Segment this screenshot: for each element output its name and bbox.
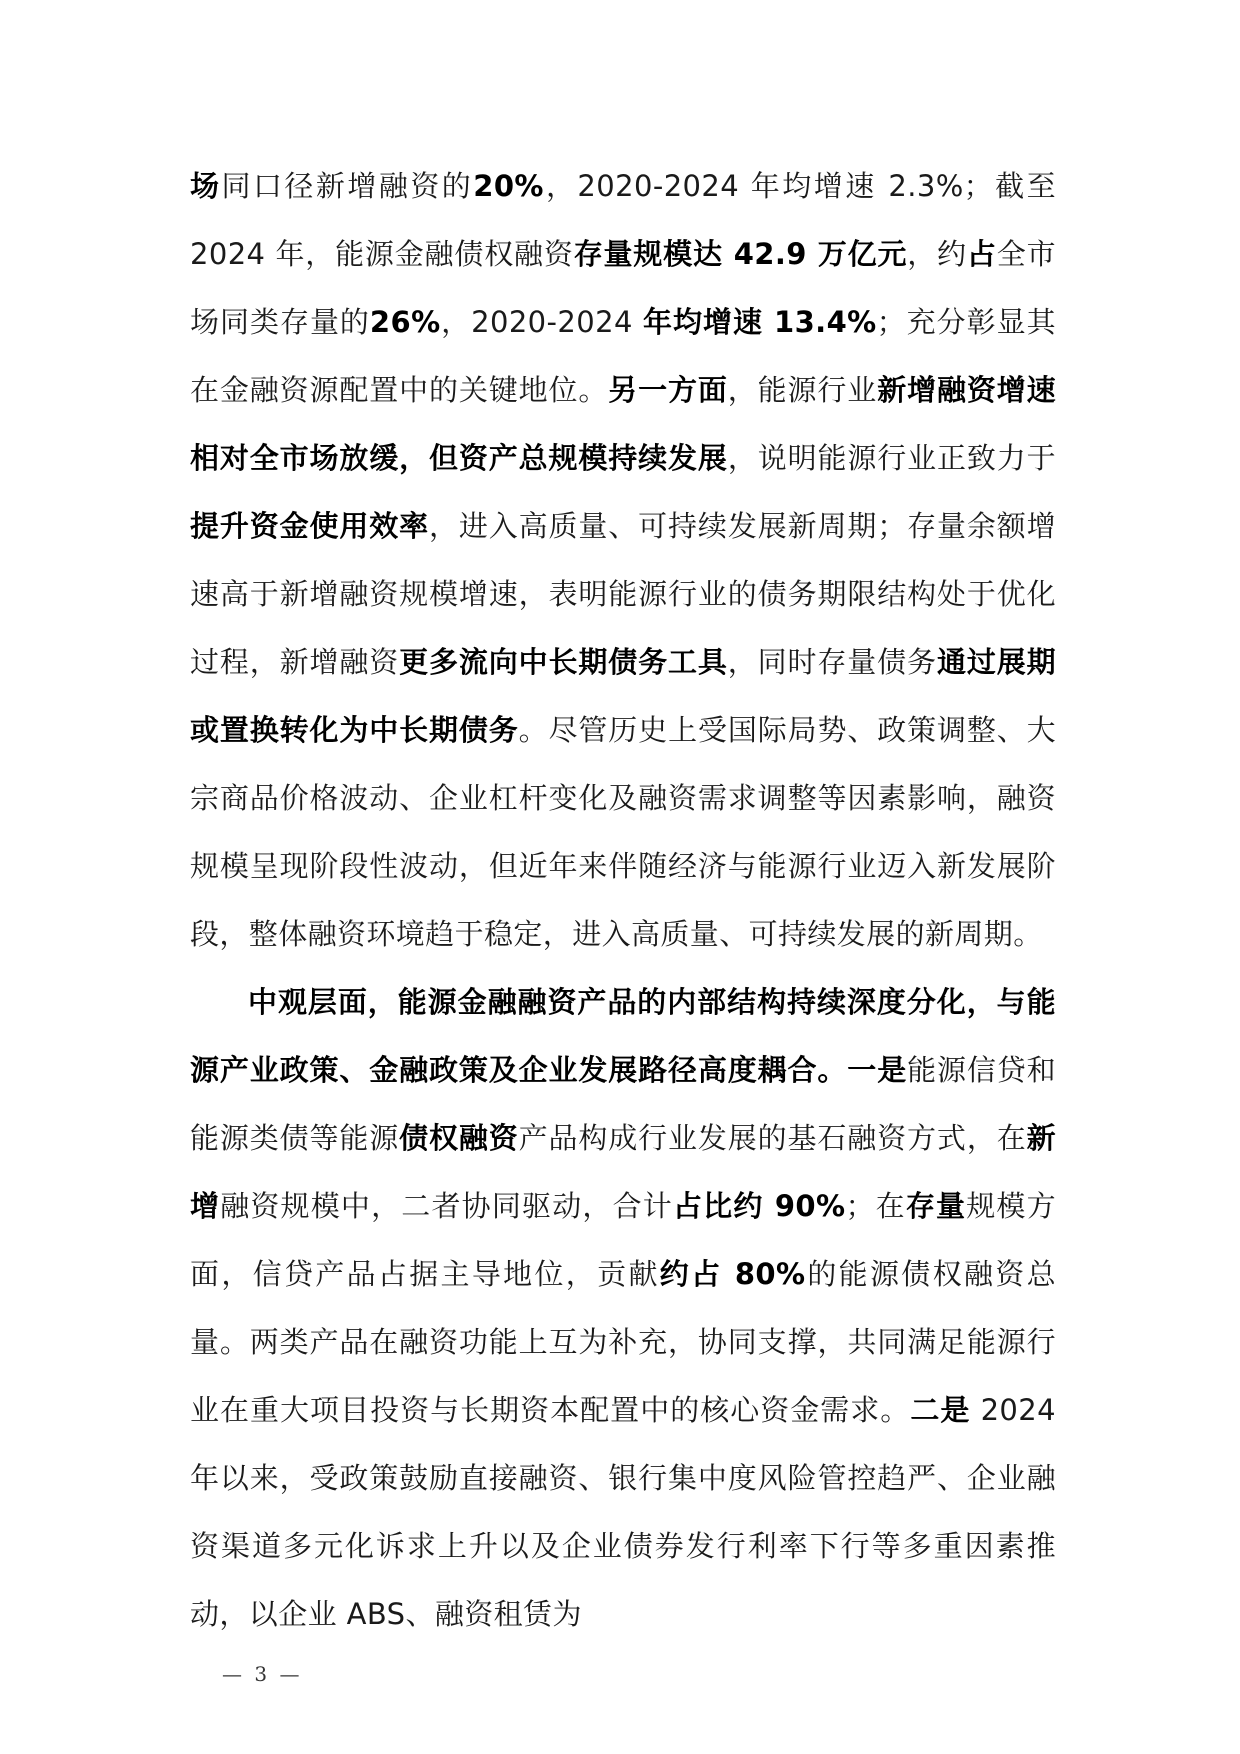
bold-text-segment: 占比约 90% (672, 1189, 846, 1223)
text-segment: ，同时存量债务 (727, 645, 937, 679)
text-segment: ；在 (845, 1189, 906, 1223)
text-segment: ，能源行业 (727, 373, 878, 407)
text-segment: 融资规模中，二者协同驱动，合计 (220, 1189, 673, 1223)
text-segment: ，2020-2024 (440, 305, 643, 339)
bold-text-segment: 债权融资 (399, 1121, 519, 1155)
text-segment: ，说明能源行业正致力于 (727, 441, 1056, 475)
bold-text-segment: 新增融资增速相对全市场放缓，但资产总规模持续发展 (190, 373, 1056, 475)
bold-text-segment: 约占 80% (659, 1257, 806, 1291)
text-segment: 。尽管历史上受国际局势、政策调整、大宗商品价格波动、企业杠杆变化及融资需求调整等因素影响，融资规模呈现阶段性波动，但近年来伴随经济与能源行业迈入新发展阶段，整体融资环境趋于稳定，进入高质量、可持续发展的新周期。 (190, 713, 1057, 951)
text-segment: 的能源债权融资总量。两类产品在融资功能上互为补充，协同支撑，共同满足能源行业在重大项目投资与长期资本配置中的核心资金需求。 (190, 1257, 1056, 1427)
bold-text-segment: 26% (369, 305, 441, 339)
text-segment: 2024 年以来，受政策鼓励直接融资、银行集中度风险管控趋严、企业融资渠道多元化诉求上升以及企业债券发行利率下行等多重因素推动，以企业 ABS、融资租赁为 (190, 1393, 1056, 1631)
text-segment: ，2020-2024 年均增速 2.3%；截至 2024 年，能源金融债权融资 (190, 169, 1056, 271)
bold-text-segment: 场 (190, 169, 222, 203)
bold-text-segment: 二是 (910, 1393, 971, 1427)
text-segment: 能源信贷和能源类债等能源 (190, 1053, 1056, 1155)
bold-text-segment: 更多流向中长期债务工具 (399, 645, 728, 679)
bold-text-segment: 存量规模达 42.9 万亿元 (573, 237, 908, 271)
bold-text-segment: 20% (473, 169, 544, 203)
text-segment: ，约 (907, 237, 967, 271)
text-segment: 产品构成行业发展的基石融资方式，在 (518, 1121, 1027, 1155)
bold-text-segment: 提升资金使用效率 (190, 509, 430, 543)
bold-text-segment: 年均增速 13.4% (643, 305, 877, 339)
text-segment: 同口径新增融资的 (221, 169, 474, 203)
bold-text-segment: 占 (966, 237, 997, 271)
bold-text-segment: 新增 (190, 1121, 1056, 1223)
text-segment: 规模方面，信贷产品占据主导地位，贡献 (190, 1189, 1056, 1291)
bold-text-segment: 存量 (905, 1189, 967, 1223)
paragraph-2 (190, 968, 1056, 1648)
body-text (190, 152, 1056, 1648)
page-number: — 3 — (222, 1662, 303, 1686)
bold-text-segment: 通过展期或置换转化为中长期债务 (190, 645, 1056, 747)
text-segment: ；充分彰显其在金融资源配置中的关键地位。 (190, 305, 1056, 407)
bold-text-segment: 另一方面 (608, 373, 728, 407)
bold-text-segment: 中观层面，能源金融融资产品的内部结构持续深度分化，与能源产业政策、金融政策及企业发展路径高度耦合。一是 (190, 985, 1056, 1087)
text-segment: 全市场同类存量的 (190, 237, 1056, 339)
paragraph-1 (190, 152, 1056, 968)
text-segment: ，进入高质量、可持续发展新周期；存量余额增速高于新增融资规模增速，表明能源行业的债务期限结构处于优化过程，新增融资 (190, 509, 1056, 679)
